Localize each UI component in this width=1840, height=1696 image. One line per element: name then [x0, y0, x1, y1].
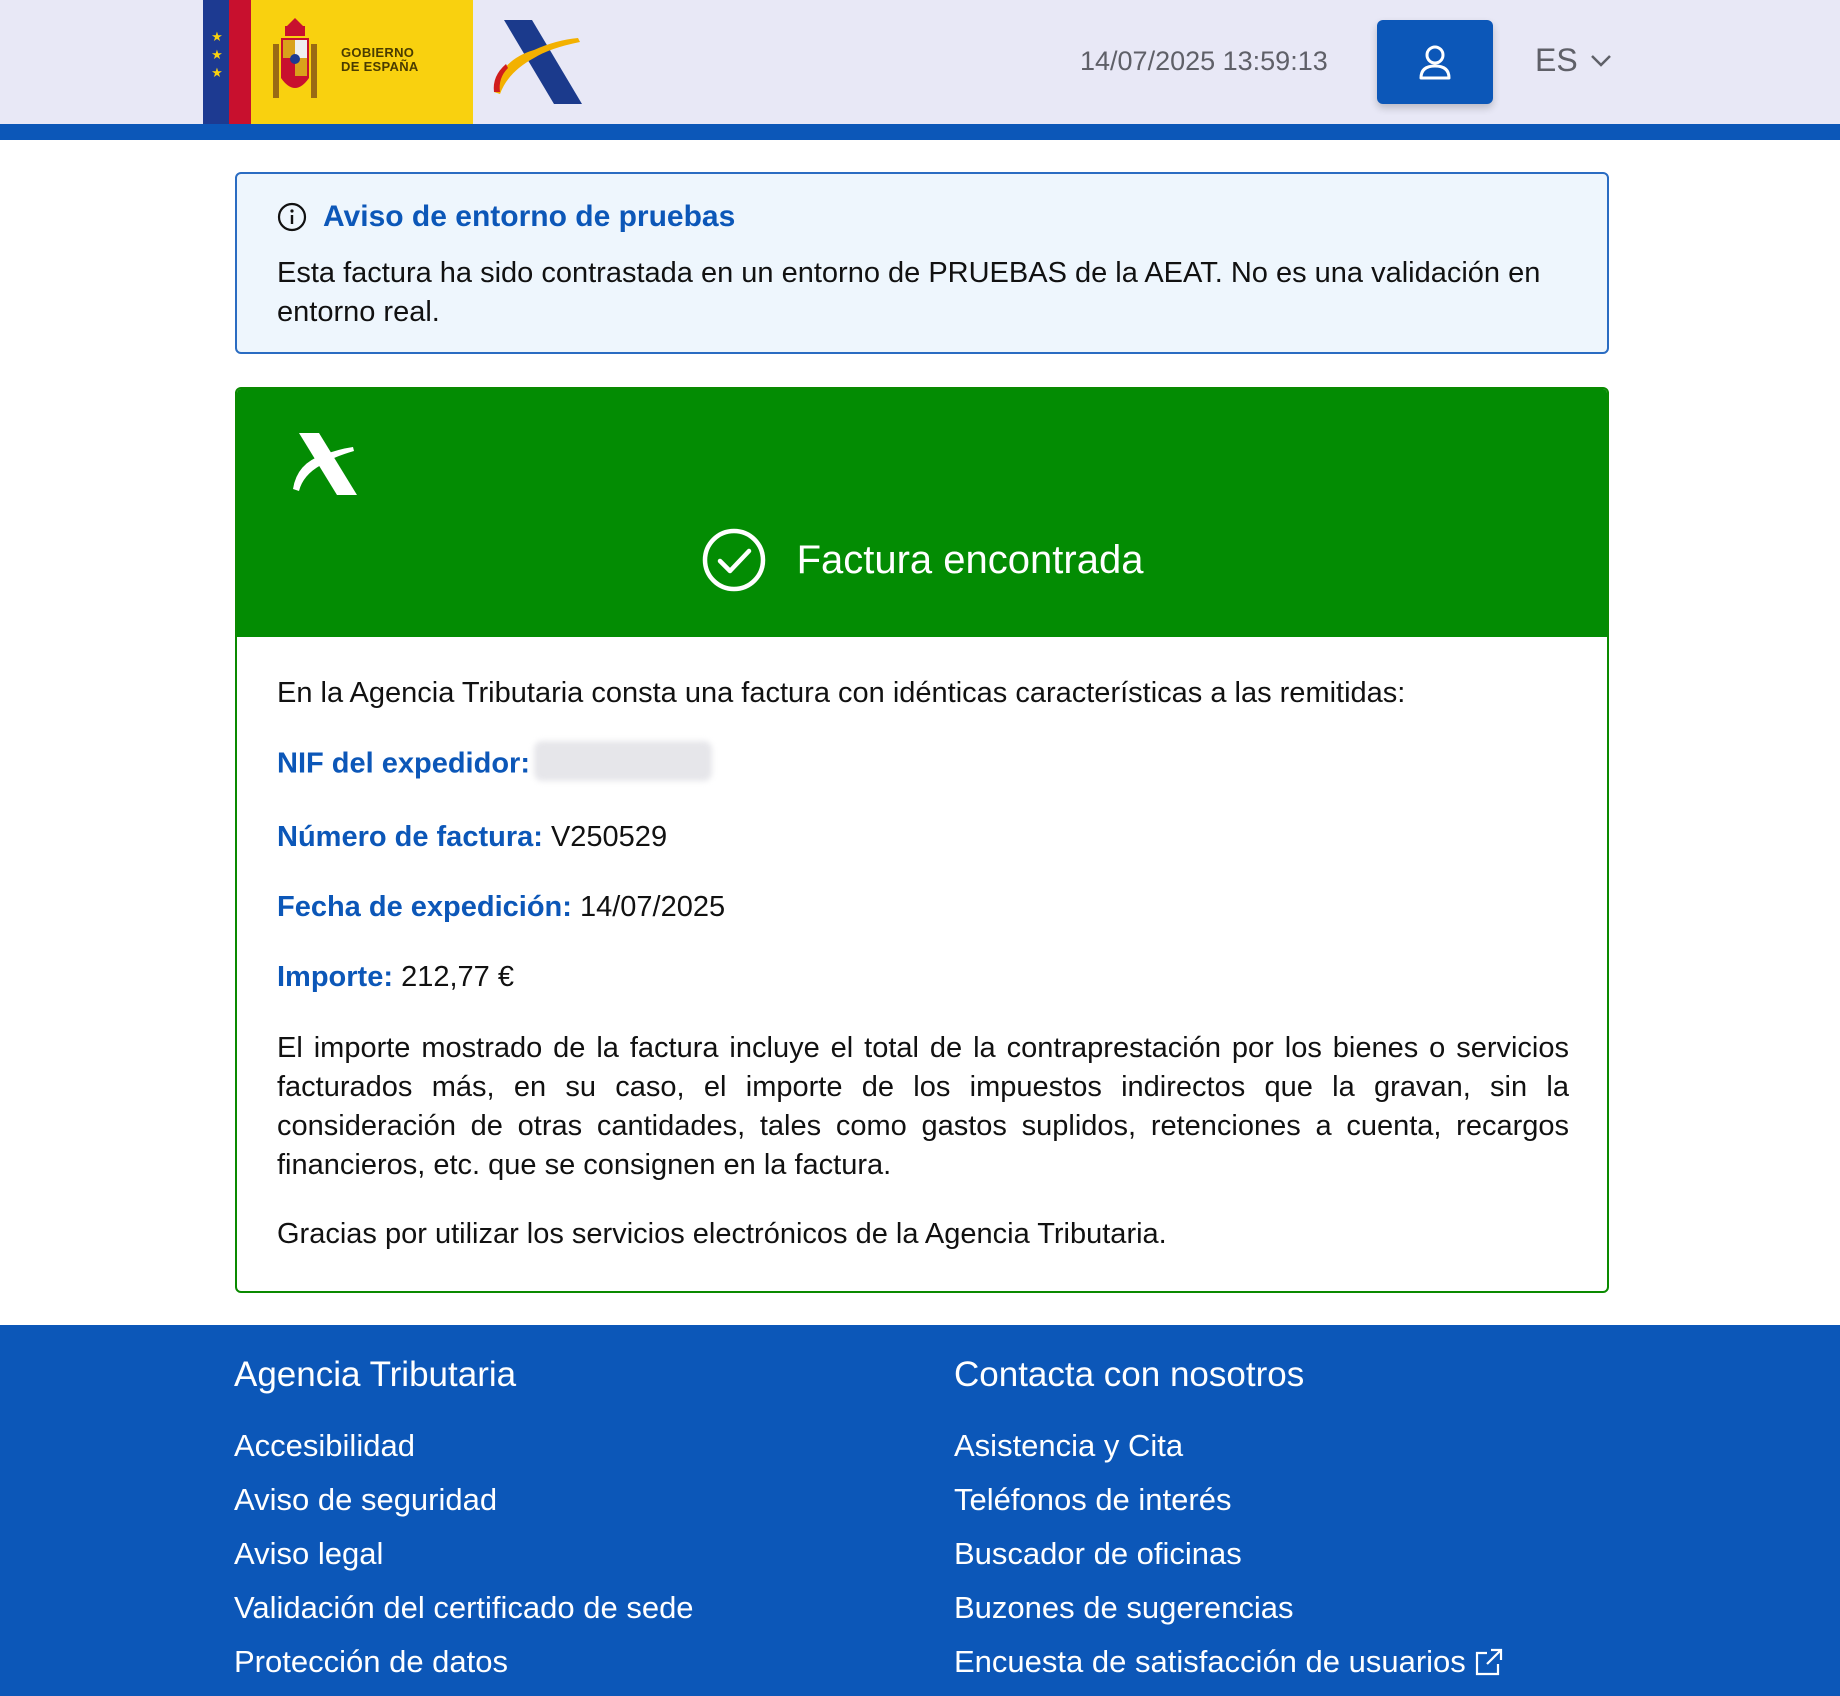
eu-stars-icon: ★ ★ ★: [211, 29, 223, 80]
footer-link-buscador-oficinas[interactable]: Buscador de oficinas: [954, 1536, 1242, 1571]
result-status-text: Factura encontrada: [796, 537, 1144, 582]
aeat-logo[interactable]: [490, 20, 582, 104]
current-datetime: 14/07/2025 13:59:13: [1080, 46, 1328, 76]
footer-link-telefonos[interactable]: Teléfonos de interés: [954, 1482, 1232, 1517]
result-details: [277, 675, 1569, 1284]
footer-link-validacion-certificado[interactable]: Validación del certificado de sede: [234, 1590, 694, 1625]
invoice-number-label: Número de factura:: [277, 821, 543, 853]
nif-label: NIF del expedidor:: [277, 747, 530, 780]
user-icon: [1418, 44, 1452, 80]
info-icon: [277, 202, 307, 232]
language-selector[interactable]: [1535, 42, 1612, 79]
aeat-logo-white: [291, 433, 357, 495]
chevron-down-icon: [1590, 54, 1612, 68]
eu-flag: [203, 0, 251, 124]
gov-logo-text: GOBIERNO DE ESPAÑA: [341, 45, 419, 74]
notice-body: Esta factura ha sido contrastada en un entorno de PRUEBAS de la AEAT. No es una validación en entorno real.: [277, 257, 1541, 328]
footer-link-encuesta-label: Encuesta de satisfacción de usuarios: [954, 1644, 1466, 1679]
invoice-number-row: [277, 819, 1569, 855]
notice-title: [277, 200, 735, 234]
amount-row: [277, 959, 1569, 995]
footer-col1-title: Agencia Tributaria: [234, 1355, 517, 1394]
external-link-icon: [1474, 1647, 1504, 1677]
footer-column-agency: [234, 1355, 694, 1689]
invoice-number-value: V250529: [550, 821, 668, 853]
notice-title-text: Aviso de entorno de pruebas: [323, 200, 736, 233]
issue-date-row: [277, 889, 1569, 925]
coat-of-arms-icon: [269, 14, 321, 108]
footer-column-contact: [954, 1355, 1504, 1689]
footer-col2-title: Contacta con nosotros: [954, 1355, 1305, 1394]
amount-value: 212,77 €: [401, 961, 514, 993]
footer-link-aviso-legal[interactable]: Aviso legal: [234, 1536, 384, 1571]
thanks-message: Gracias por utilizar los servicios electrónicos de la Agencia Tributaria.: [277, 1218, 1167, 1250]
gobierno-espana-logo[interactable]: [203, 0, 473, 124]
nif-value-redacted: [534, 741, 712, 781]
footer-link-accesibilidad[interactable]: Accesibilidad: [234, 1428, 415, 1463]
amount-label: Importe:: [277, 961, 393, 993]
issue-date-label: Fecha de expedición:: [277, 891, 572, 923]
user-account-button[interactable]: [1377, 20, 1493, 104]
footer-link-encuesta[interactable]: [954, 1635, 1504, 1689]
result-header: [237, 389, 1607, 637]
site-footer: [0, 1325, 1840, 1696]
site-header: [0, 0, 1840, 140]
test-environment-notice: [235, 172, 1609, 354]
footer-link-buzones-sugerencias[interactable]: Buzones de sugerencias: [954, 1590, 1294, 1625]
issue-date-value: 14/07/2025: [579, 891, 726, 923]
result-status: [237, 527, 1607, 593]
language-label: ES: [1535, 42, 1578, 78]
check-circle-icon: [701, 527, 767, 593]
footer-link-proteccion-datos[interactable]: Protección de datos: [234, 1644, 509, 1679]
invoice-result-card: [235, 387, 1609, 1293]
footer-link-asistencia-cita[interactable]: Asistencia y Cita: [954, 1428, 1184, 1463]
footer-link-aviso-seguridad[interactable]: Aviso de seguridad: [234, 1482, 498, 1517]
header-stripe: [0, 124, 1840, 140]
amount-explanation: El importe mostrado de la factura incluye el total de la contraprestación por los bienes o servicios facturados más, en su caso, el importe de los impuestos indirectos que la gravan, sin la consideración de otras cantidades, tales como gastos suplidos, retenciones a cuenta, recargos financieros, etc. que se consignen en la factura.: [277, 1032, 1569, 1181]
nif-row: [277, 745, 1569, 785]
result-intro: En la Agencia Tributaria consta una factura con idénticas características a las remitidas:: [277, 677, 1406, 709]
